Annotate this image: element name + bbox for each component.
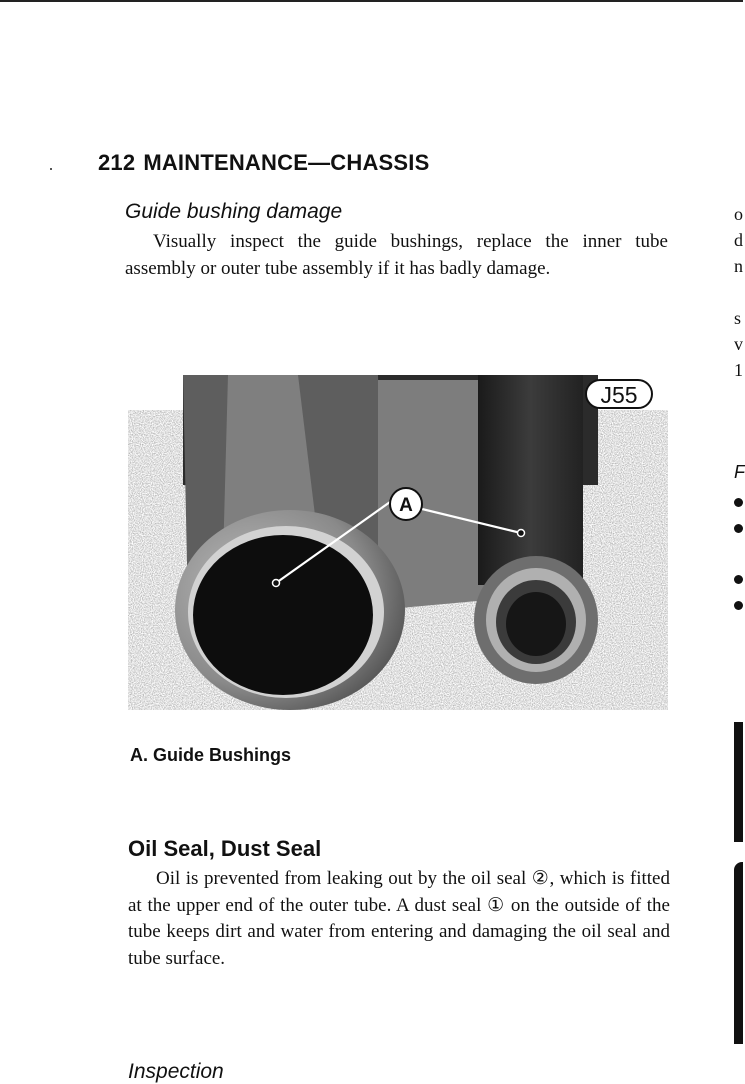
page-number: 212 (98, 150, 136, 175)
section-title-guide-bushing: Guide bushing damage (125, 200, 343, 223)
figure-code: J55 (600, 382, 638, 408)
edge-char-1: o (734, 204, 743, 224)
guide-bushing-photo (128, 370, 668, 715)
top-border (0, 0, 743, 2)
edge-bullet-2 (734, 524, 743, 533)
edge-bullet-1 (734, 498, 743, 507)
edge-char-3: n (734, 256, 743, 276)
edge-bullet-4 (734, 601, 743, 610)
section-body-guide-bushing (125, 229, 668, 282)
edge-bullet-3 (734, 575, 743, 584)
oil-seal-text: Oil is prevented from leaking out by the oil seal ②, which is fitted at the upper end of the outer tube. A dust seal ① on the outside of the tube keeps dirt and water from entering and damaging the oil seal and tube surface. (128, 868, 670, 969)
section-title-inspection: Inspection (128, 1060, 224, 1083)
section-title-oil-seal: Oil Seal, Dust Seal (128, 836, 322, 861)
edge-char-5: v (734, 334, 743, 354)
edge-char-2: d (734, 230, 743, 250)
section-body-oil-seal (128, 866, 670, 972)
header-title: MAINTENANCE—CHASSIS (143, 150, 430, 175)
edge-black-tab-2 (734, 862, 743, 1044)
guide-bushing-text: Visually inspect the guide bushings, replace the inner tube assembly or outer tube assembly if it has badly damage. (125, 231, 668, 279)
callout-a-label: A (399, 495, 413, 516)
edge-char-7: F (734, 462, 745, 482)
edge-char-6: 1 (734, 360, 743, 380)
edge-char-4: s (734, 308, 742, 328)
scan-speck (50, 168, 52, 170)
edge-black-tab-1 (734, 722, 743, 842)
page-header (98, 150, 429, 176)
figure-caption: A. Guide Bushings (130, 745, 292, 765)
